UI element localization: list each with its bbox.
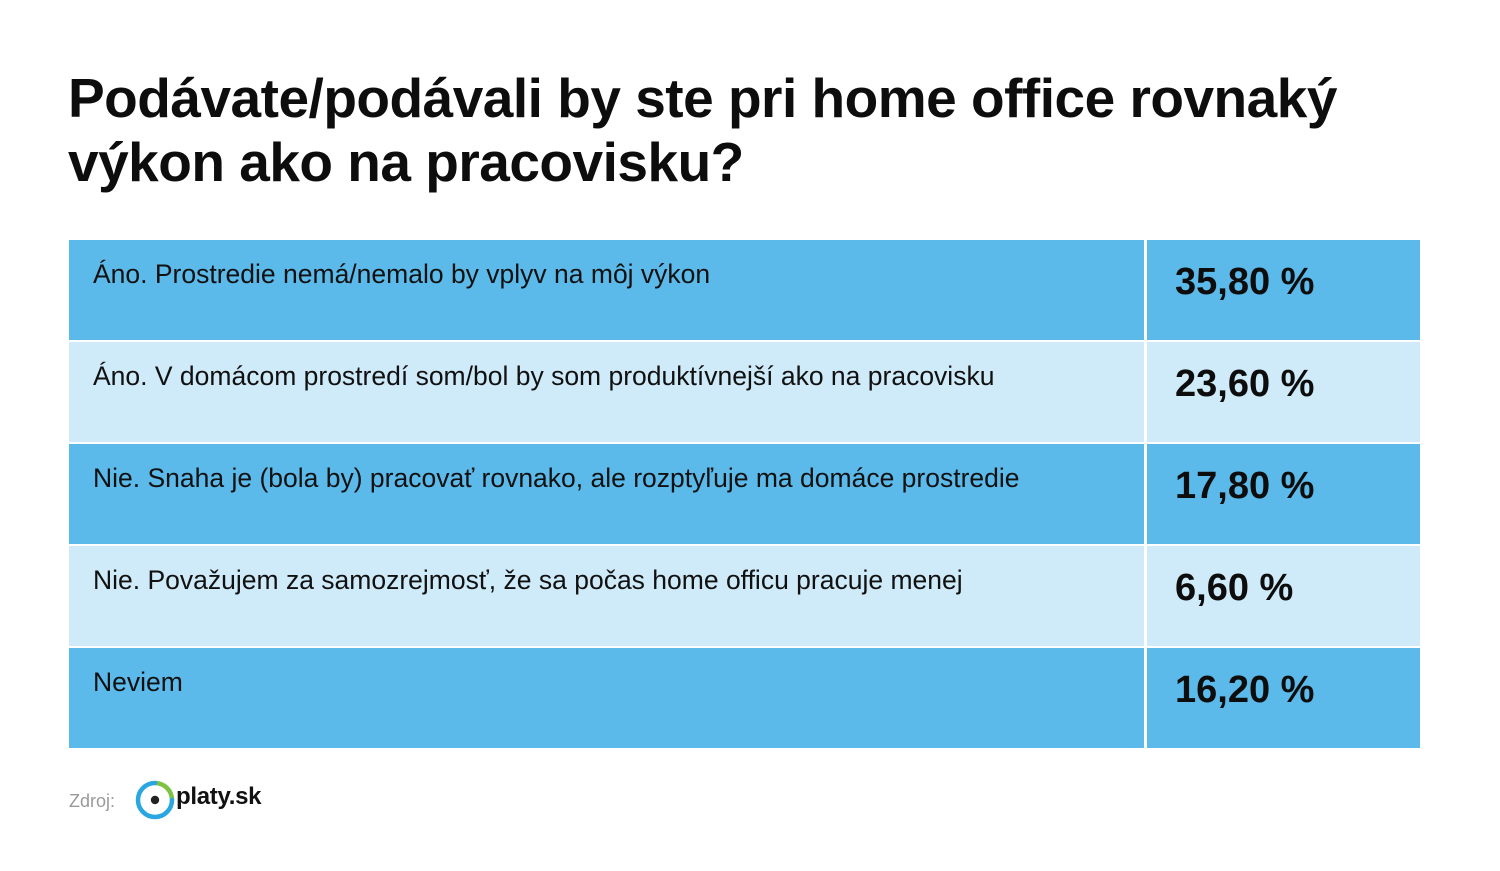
- table-row: [69, 444, 1420, 544]
- table-row: [69, 342, 1420, 442]
- row-label: Neviem: [69, 648, 1144, 748]
- row-label: Áno. V domácom prostredí som/bol by som produktívnejší ako na pracovisku: [69, 342, 1144, 442]
- row-label: Nie. Považujem za samozrejmosť, že sa počas home officu pracuje menej: [69, 546, 1144, 646]
- table-row: [69, 648, 1420, 748]
- chart-title: Podávate/podávali by ste pri home office rovnaký výkon ako na pracovisku?: [68, 67, 1337, 193]
- row-label: Áno. Prostredie nemá/nemalo by vplyv na môj výkon: [69, 240, 1144, 340]
- row-value: 6,60 %: [1147, 546, 1420, 646]
- results-table: [69, 240, 1420, 749]
- row-value: 23,60 %: [1147, 342, 1420, 442]
- row-value: 35,80 %: [1147, 240, 1420, 340]
- table-row: [69, 546, 1420, 646]
- row-value: 16,20 %: [1147, 648, 1420, 748]
- table-row: [69, 240, 1420, 340]
- row-value: 17,80 %: [1147, 444, 1420, 544]
- platy-logo-text: platy.sk: [176, 783, 262, 810]
- row-label: Nie. Snaha je (bola by) pracovať rovnako, ale rozptyľuje ma domáce prostredie: [69, 444, 1144, 544]
- platy-logo-icon: [135, 780, 175, 820]
- source-label: Zdroj:: [69, 791, 116, 811]
